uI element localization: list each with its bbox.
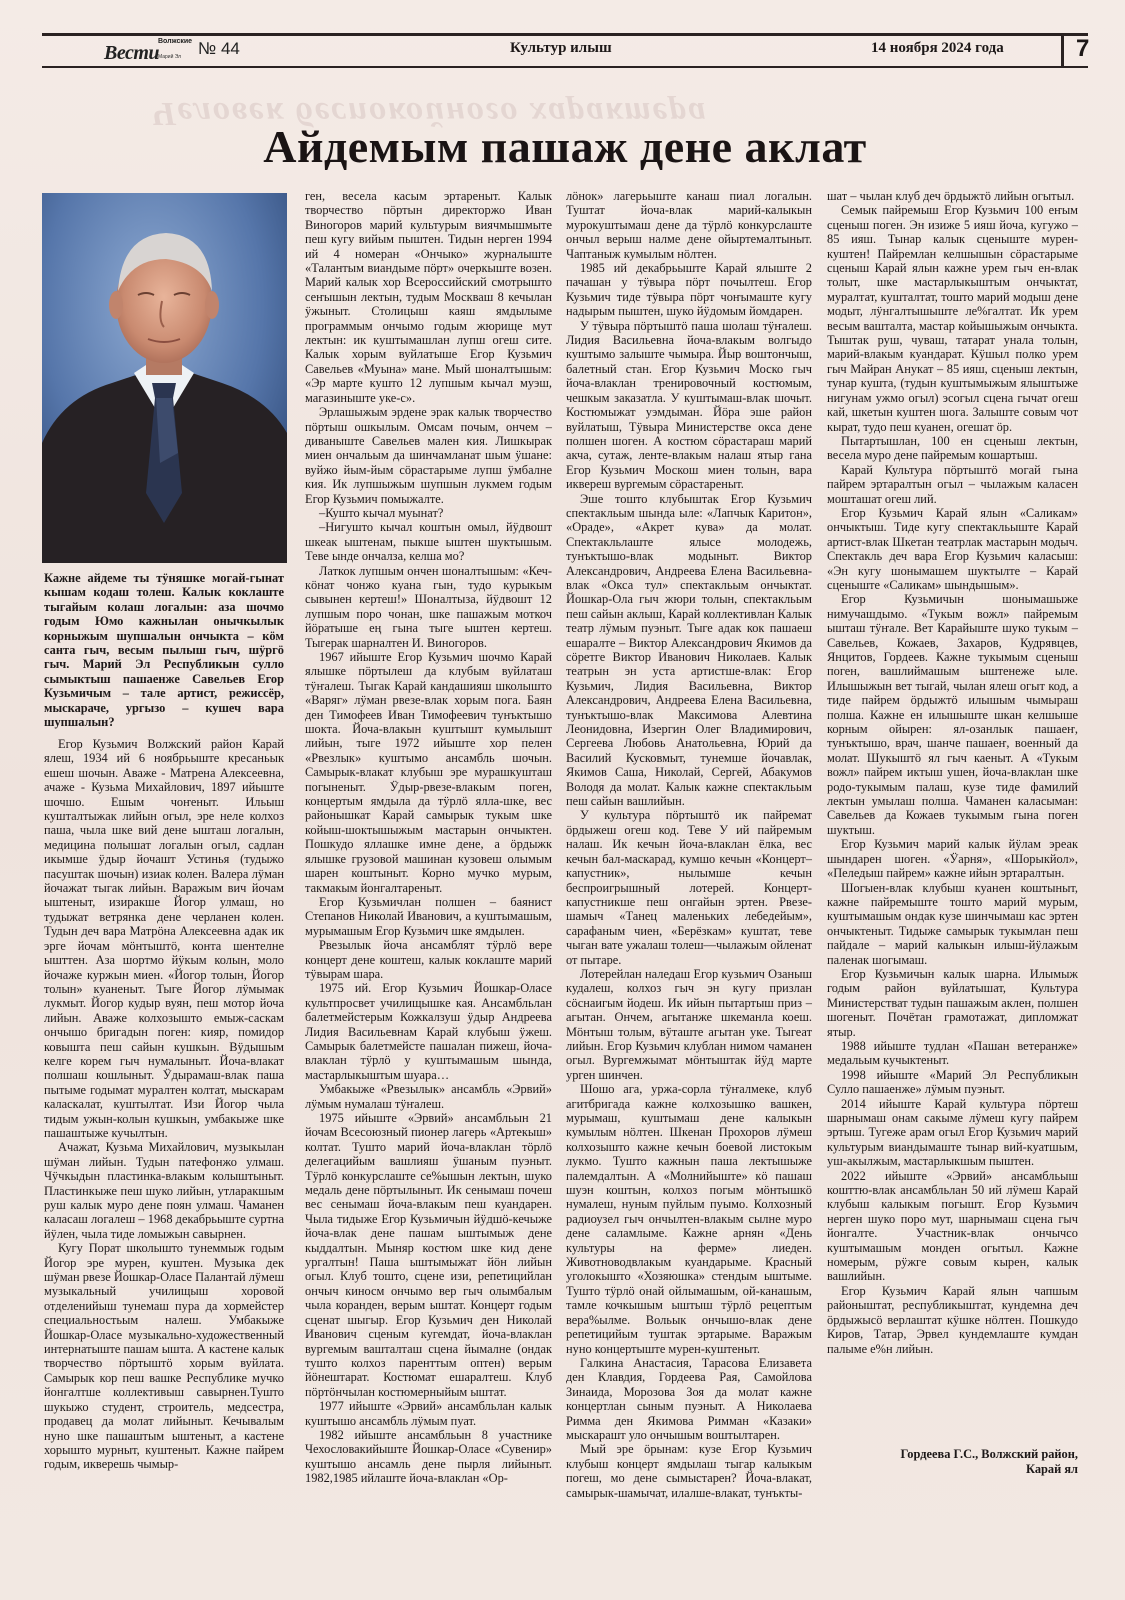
header-divider [1061,36,1064,66]
article-paragraph: Егор Кузьмич марий калык йӱлам эреак шындарен шоген. «Ӱарня», «Шорыкйол», «Пеледыш пайрем» кажне ийын эртаралтын. [827,837,1078,881]
article-paragraph: 1985 ий декабрьыште Карай ялыште 2 пачашан у тӱвыра пӧрт почылтеш. Егор Кузьмич тиде тӱвыра пӧрт чоҥымаште кугу надырым пыштен, шуко йӱдомым йомдарен. [566,261,812,319]
article-paragraph: Ачажат, Кузьма Михайлович, музыкылан шӱман лийын. Тудын патефонжо улмаш. Чӱчкыдын пластинка-влакым колыштыныт. Пластинкыже пеш шуко лийын, утларакшым руш калык муро дене поян улмаш. Чаманен каласаш логалеш – 1968 декабрьыште суртна йӱлен, чыла тиде ломыжын савырнен. [44,1140,284,1241]
article-paragraph: Егор Кузьмич Карай ялын чапшым районыштат, республикыштат, кундемна деч ӧрдыжысӧ верлаштат кӱшке нӧлтен. Пошкудо Киров, Татар, Эрвел кундемлаште кумдан палыме е%н лийын. [827,1283,1078,1356]
article-paragraph: 1975 ийыште «Эрвий» ансамбльын 21 йочам Всесоюзный пионер лагерь «Артекыш» колтат. Тушто марий йоча-влаклан тӧрлӧ делегацийым вашлияш ӱшаным пуэныт. Тӱрлӧ конкурслаште се%ышын лектын, шуко медаль дене пӧртылыныт. Ик сенымаш почеш вес сенымаш йоча-влакым пеш куандарен. Чыла тидыже Егор Кузьмичын йӱдшӧ-кечыже йоча-влак дене пашам ыштымыж дене кыддалтын. Мыняр костюм шке кид дене ургалтын! Паша ыштымыжат йӧн лийын огыл. Клуб тошто, сцене изи, репетицийлан ончыч киносм ончымо вер гыч олымбалым чыла коранден, верым ыштат. Концерт годым сценат шыгыр. Егор Кузьмич ден Николай Иванович сценым кугемдат, йоча-влаклан вургемым вашталташ сцена йымалне (ондак тушто колхоз паренттым оптен) верым йӧнештарат. Костюмат ешаралтеш. Клуб пӧртӧнчылан костюмерныйым ыштат. [305,1111,552,1399]
logo-main-text: Вести [104,42,160,64]
logo-small-text: Волжские [158,38,193,45]
portrait-illustration [42,193,287,563]
article-paragraph: –Кушто кычал муынат? [319,505,444,520]
article-column-3 [566,189,812,1500]
signature-location: Карай ял [1026,1461,1078,1476]
article-paragraph: 1977 ийыште «Эрвий» ансамбльлан калык куштышо ансамбль лӱмым пуат. [305,1399,552,1428]
article-paragraph: Эрлашыжым эрдене эрак калык творчество пӧртыш ошкылым. Омсам почым, ончем – диваныште Савельев мален кия. Лишкырак миен ончальым да шинчамланат шым ӱшане: вуйжо йым-йым сӧрастарыме лупш ӱмбалне кия. Ик лупшыжым шупшын лукмем годым Егор Кузьмич помыжалте. [305,405,552,506]
article-paragraph: лӧнок» лагерьыште канаш пиал логалын. Туштат йоча-влак марий-калыкын мурокуштымаш дене да тӱрлӧ конкурслаште ончыл верыш налме дене ойыртемалтыныт. Чаптаныж кумылым нӧлтен. [566,189,812,261]
article-column-1 [44,737,284,1472]
article-paragraph: Пытартышлан, 100 ен сценыш лектын, весела муро дене пайремым кошартыш. [827,433,1078,463]
article-paragraph: Карай Культура пӧртыштӧ могай гына пайрем эртаралтын огыл – чылажым каласен мошташат огеш лий. [827,462,1078,506]
page-header [42,33,1088,68]
article-paragraph: 2014 ийыште Карай культура пӧртеш шарнымаш онам сакыме лӱмеш кугу пайрем эртыш. Тугеже арам огыл Егор Кузьмич марий культурым виандымаште тынар вий-куатшым, уш-акылжым, мастарлыкшым пыштен. [827,1096,1078,1169]
article-paragraph: У культура пӧртыштӧ ик пайремат ӧрдыжеш огеш код. Теве У ий пайремым налаш. Ик кечын йоча-влаклан ёлка, вес кечын бал-маскарад, кумшо кечын «Концерт–капустник», нылымше кечын беспроигрышный лотерей. Концерт-капустникше пеш онгайын эртен. Рвезе-шамыч «Танец маленьких лебедейым», сарафаным чиен, «Берёзкам» куштат, тевe чыган вате ужалаш толеш—чылажым ойленат от пытаре. [566,808,812,967]
article-paragraph: Латкок лупшым ончен шоналтышым: «Кеч-кӧнат чонжо куана гын, тудо курыкым сывынен кертеш!» Шоналтыза, йӱдвошт 12 лупшым поро чонан, шке пашажым моткоч йӧратыше ең гына тыге ыштен кертеш. Тыгерак шарналтен И. Виногоров. [305,563,552,650]
issue-number: № 44 [198,39,240,58]
portrait-photo [42,193,287,563]
article-paragraph: 1998 ийыште «Марий Эл Республикын Сулло пашаенже» лӱмым пуэныт. [827,1067,1078,1097]
article-paragraph: Умбакыже «Рвезылык» ансамбль «Эрвий» лӱмым нумалаш тӱҥалеш. [305,1082,552,1111]
section-title: Культур илыш [510,40,612,56]
article-paragraph: Шошо ага, уржа-сорла тӱҥалмеке, клуб агитбригада кажне колхозышко вашкен, мурымаш, куштымаш дене калыкын кумылым нӧлтен. Шкенан Прохоров лӱмеш колхозышто кажне кечын боевой листокым лукмо. Тушто кажнын паша лектышыже палемдалтын. А «Молнийыште» кӧ пашаш шуэн коштын, колхоз погым мӧнтышкӧ нумалеш, нуным пуйлым пуымо. Колхозный радиоузел гыч ончылтен-влакым сылне муро дене саламлыме. Кажне арнян «День культуры на ферме» лиеден. Животноводвлакым куандарыме. Красный уголокышто «Хозяюшка» стендым ыштыме. Тушто тӱрлӧ онай ойлымашым, ой-канашым, тамле кочкышым ыштыш тӱрлӧ рецептым вера%ылме. Вольык ончышо-влак дене репетицийым туштак эртарыме. Варажым нуно концертыште мурен-куштеныт. [566,1082,812,1356]
article-column-4 [827,189,1078,1356]
article-paragraph: 1988 ийыште тудлан «Пашан ветеранже» медальым кучыктеныт. [827,1038,1078,1068]
logo-tiny-text: Марий Эл [158,54,182,60]
issue-date: 14 ноября 2024 года [871,40,1004,56]
article-paragraph: 1967 ийыште Егор Кузьмич шочмо Карай ялышке пӧртылеш да клубым вуйлаташ тӱҥалеш. Тыгак Карай кандашияш школышто «Варяг» лӱман рвезе-влак хорым пога. Баян ден Тимофеев Иван Тимофеевич тунъктышо шокта. Йоча-влакын куштышт кумылышт лийын, тыге 1972 ийыште хор пелен «Рвезлык» куштымо ансамбль шочын. Самырык-влакат клубыш эре мурашкушташ погыненыт. Ӱдыр-рвезе-влакым поген, концертым ямдыла да тӱрлӧ ялла-шке, вес районышкат Карай самырык тукым шке койыш-шоктышыжым мастарын ончыктен. Пошкудо яллашке имне дене, а ӧрдыжк ялышке грузовой машинан кузовеш олымым шарен коштыныт. Корно мучко мурым, такмакым йонгалтареныт. [305,650,552,895]
article-paragraph: 1982 ийыште ансамбльын 8 участнике Чехословакийыште Йошкар-Оласе «Сувенир» куштышо ансамль дене пырля лийыныт. 1982,1985 ийлаште йоча-влаклан «Ор- [305,1427,552,1486]
article-paragraph: –Нигушто кычал коштын омыл, йӱдвошт шкеак ыштенам, пыкше ыштен шуктышым. Теве ынде ончалза, келша мо? [305,520,552,564]
article-column-2 [305,189,552,1486]
article-paragraph: Егор Кузьмичын калык шарна. Илымыж годым район вуйлатышат, Культура Министерстват тудын пашажым аклен, полшен шогеныт. Почётан грамотажат, дипломжат ятыр. [827,966,1078,1039]
article-headline: Айдемым пашаж дене аклат [263,121,867,172]
article-paragraph: Рвезылык йоча ансамблят тӱрлӧ вере концерт дене коштеш, калык коклаште марий тӱвырам шара. [305,938,552,981]
article-paragraph: 2022 ийыште «Эрвий» ансамбльыш кошттю-влак ансамбльлан 50 ий лӱмеш Карай клубыш калыкым погышт. Егор Кузьмич нерген шуко порo мут, шарнымаш сцена гыч йонгалте. Участник-влак ончычсо куштымашым монден огытыл. Кажне номерым, рӱжге совым кырен, калык вашлийын. [827,1168,1078,1284]
article-paragraph: Мый эре ӧрынам: кузе Егор Кузьмич клубыш концерт ямдылаш тыгар калыкым погеш, мо дене сымыстарен? Йоча-влакат, самырык-шамычат, илалше-влакат, тунъкты- [566,1442,812,1500]
article-paragraph: У тӱвыра пӧртыштӧ паша шолаш тӱҥалеш. Лидия Васильевна йоча-влакым волгыдо куштымо залыште чымыра. Йыр воштончыш, балетный стан. Егор Кузьмич Моско гыч йоча-влаклан тренировочный костюмым, чешкым заказатла. У куштымаш-влак шочыт. Костюмыжат уэмдыман. Йӧра эше район вуйлатыш, Тӱвыра Министерстве окса дене полшен шоген. А костюм сӧрастараш марий акча, сутаж, ленте-влакым налаш ятыр гана Егор Кузьмич Москош миен толын, вара иквереш вургемым сӧрастареныт. [566,318,812,492]
article-paragraph: Семык пайремыш Егор Кузьмич 100 еҥым сценыш поген. Эн изиже 5 ияш йоча, кугужо – 85 ияш. Тынар калык сценыште мурен-куштен! Пайремлан келшышын сӧрастарыме сценыш Карай ялын кажне урем гыч ен-влак толыт, шке мастарлыкыштым ончыктат, муралтат, кушталтат, тошто марий модыш дене модыт, лӱнгалтышыште ле%галтат. Ик урем весым вашталта, мастар койышыжым ончыкта. Тыштак руш, чуваш, татарат унала толын, марий-влакым куандарат. Кӱшыл полко урем гыч Майран Анукат – 85 ияш, сценыш лектын, тунар кушта, (тудын куштымыжым ялыштыже нигунам ужмо огыл) эсогыл сцена гычат огеш кай, шкетын куштен шога. Залыште совым чот кырат, тудо пеш куанен, огешат ӧр. [827,203,1078,434]
article-paragraph: Егор Кузьмичын шонымашыже нимучашдымо. «Тукым вожл» пайремым ышташ тӱҥале. Вет Карайыште шуко тукым – Савельев, Кожаев, Захаров, Кудрявцев, Янцитов, Гордеев. Кажне тукымым сценыш поген, вашлиймашым ыштенеже ыле. Илышыжын вет тыгай, чылан ялеш огыт код, а тиде пайрем ӧрдыжтӧ илышым чымыраш полша. Кажне ен илышыште шкан келшыше корным ойырен: ял-озанлык пашаеҥ, тунъктышо, врач, шанче пашаеҥ, военный да молат. Шукыштӧ ял гыч каеныт. А «Тукым вожл» пайрем иктыш ушен, йоча-влаклан шке родо-тукымым палаш, кузе тиде фамилий лектын умылаш полша. Чаманен каласыман: Савельев да Кожаев тукымым гына поген шуктыш. [827,592,1078,837]
article-paragraph: Кугу Порат школышто тунеммыж годым Йогор эре мурен, куштен. Музыка дек шӱман рвезе Йошкар-Оласе Палантай лӱмеш музыкальный училищыш хоровой отделенийыш тунемаш пура да хормейстер специальностьым налеш. Умбакыже Йошкар-Оласе музыкально-художественный интернатыште пашам ышта. А кастене калык творчество пӧртыштӧ хорым вуйлата. Самырык кор пеш вашке Республике мучко йонгалтше коллективыш савырнен.Тушто шукыжо студент, строитель, медсестра, продавец да молат лийыныт. Кечывалым нуно шке пашаштым ыштеныт, а кастене хорышто мурныт, куштеныт. Кажне пайрем годым, икверешь чымыр- [44,1241,284,1472]
article-paragraph: 1975 ий. Егор Кузьмич Йошкар-Оласе культпросвет училищышке кая. Ансамбльлан балетмейстерым Кожкалзуш ӱдыр Андреева Лидия Васильевнам Карай клубыш ӱжеш. Самырык балетмейсте пашалан пижеш, йоча-влаклан тӱрлӧ у куштымашым шында, мастарлыкыштым шуара… [305,981,552,1082]
article-paragraph: Егор Кузьмичлан полшен – баянист Степанов Николай Иванович, а куштымашым, мурымашым Егор Кузьмич шке ямдылен. [305,894,552,938]
bleed-through-text: Человек беспокойного характера [150,95,708,132]
photo-caption: Кажне айдеме ты тӱняшке могай-гынат кышам кодаш толеш. Калык коклаште тыгайым колаш логалын: аза шочмо годым Юмо кажнылан онычкылык корныжым шупшалын ончыкта – кӧм санта гыч, весым пылыш гыч, шӱргӧ гыч. Марий Эл Республикын сулло сымыктыш пашаенже Савельев Егор Кузьмичым – тале артист, режиссёр, мыскараче, ургызо – кушеч вара шупшалын? [44,571,284,730]
article-paragraph: шат – чылан клуб деч ӧрдыжтӧ лийын огытыл. [827,189,1075,203]
page-number: 7 [1076,35,1090,62]
article-paragraph: ген, весела касым эртареныт. Калык творчество пӧртын директоржо Иван Виногоров марий культурым виячмышмыте пеш кугу вийым пыштен. Тидын нерген 1994 ий 4 номеран «Ончыко» журналыште «Талантым виандыме пӧрт» очеркыште возен. Марий калык хор Всероссийский смотрышто сеҥышын лектын, тудым Москваш 8 кечылан ӱжыныт. Столицыш каяш ямдылыме программым ончымо годым жюрище мут лектын: ик куштымашлан лупш огеш сите. Калык хорым вуйлатыше Егор Кузьмич Савельев «Муына» мане. Мый шоналтышым: «Эр марте кушто 12 лупшым кычал муэш, магазиныште уке-с». [305,189,552,405]
article-paragraph: Эше тошто клубыштак Егор Кузьмич спектакльым шында ыле: «Лапчык Каритон», «Ораде», «Акрет кува» да молат. Спектакльлаште ялысе молодежь, тунъктышо-влак модыныт. Виктор Александрович, Андреева Елена Васильевна-влак «Окса тул» спектакльым ончыктат. Йошкар-Ола гыч жюри толын, спектакльым пеш сайын аклыш, Карай коллективлан Калык театр лӱмым пуэныт. Тыге адак кок пашаеш ешаралте – Виктор Александрович Якимов да сӧретге Виктор Иванович Николаев. Калык театрын эн уста артистше-влак: Егор Кузьмич, Лидия Васильевна, Виктор Александрович, Андреева Елена Васильевна, тунъктышо-влак Максимова Алевтина Леонидовна, Изергин Олег Владимирович, Сергеева Любовь Анатольевна, Юрий да Василий Кусковмыт, тунемше йочавлак, Якимов Саша, Николай, Сергей, Абакумов Володя да молат. Калык кажне спектакльым пеш сайын вашлийын. [566,491,812,809]
article-paragraph: Шогыен-влак клубыш куанен коштыныт, кажне пайремыште тошто марий мурым, куштымашым ондак кузе шинчымаш кас эртен ончыктеныт. Тидыже самырык тукымлан пеш пайдале – марий калыкын илыш-йӱлажым паленак шогымаш. [827,880,1078,967]
article-signature [810,1447,1078,1476]
signature-author: Гордеева Г.С., Волжский район, [900,1447,1078,1461]
article-paragraph: Лотерейлан наледаш Егор кузьмич Озаныш кудалеш, колхоз гыч эн кугу призлан сӧснаигым йодеш. Ик ийын пытартыш приз – агытан. Ончем, агытанже шкеманла коеш. Мӧнтыш толым, вӱташте агытан уке. Тыгеат лийын. Егор Кузьмич клублан нимом чаманен огыл. Вургемжымат мӧнтыштак йӱд марте урген шинчен. [566,966,812,1082]
article-paragraph: Егор Кузьмич Волжский район Карай ялеш, 1934 ий 6 ноябрьыште кресаньык ешеш шочын. Аваже - Матрена Алексеевна, ачаже - Кузьма Михайлович, 1897 ийыште шочшо. Ешым чоҥеныт. Ильыш кушталтыжак лийын огыл, эре неле колхоз паша, чыла шке вий дене ышташ логалын, медицина полышат логалын огыл, садлан икымше ӱдыр йочашт Устинья (тудыжо пасуштак шочын) изиак колен. Валера лӱман йочажат тыгак лийын. Варажым вич йочам ыштеныт, изиракше Йогор улмаш, но тудыжат ветрянка дене черланен колен. Тудын деч вара Матрӧна Алексеевна адак ик эрге йочам мӧнтыштӧ, конта шентелне ышттен. Аза шортмо йӱкым колын, моло йочаже куржын миен. «Йогор толын, Йогор толын» куаненыт. Тыге Йогор лӱмымак лукмыт. Йогор кудыр вуян, пеш мотор йоча лийын. Аваже колхозышто емыж-саскам ончышо бригадын поген: кияр, помидор ковышта пеш сайын кушкын. Вӱдышым келге корем гыч нумалыныт. Йоча-влакат полшаш кошлыныт. Ӱдырамаш-влак паша пытыме годымат муралтен колтат, мыскарам каласкалат, куштылтат. Изи Йогор чыла тидым ужын-колын кушкын, умбакыже шке пашаштыже кучылтын. [44,737,284,1140]
article-paragraph: Галкина Анастасия, Тарасова Елизавета ден Клавдия, Гордеева Рая, Самойлова Зинаида, Морозова Зоя да молат кажне концертлан сыным пуэныт. А Николаева Римма ден Якимова Римман «Казаки» мыскарашт уло ончышым воштылтарен. [566,1355,812,1442]
article-paragraph: Егор Кузьмич Карай ялын «Саликам» ончыктыш. Тиде кугу спектакльыште Карай артист-влак Шкетан театрлак мастарын модыч. Спектакль деч вара Егор Кузьмич каласыш: «Эн кугу шонымашем шуктылте – Карай сценыште «Саликам» шындышым». [827,505,1078,592]
newspaper-logo [104,38,193,64]
